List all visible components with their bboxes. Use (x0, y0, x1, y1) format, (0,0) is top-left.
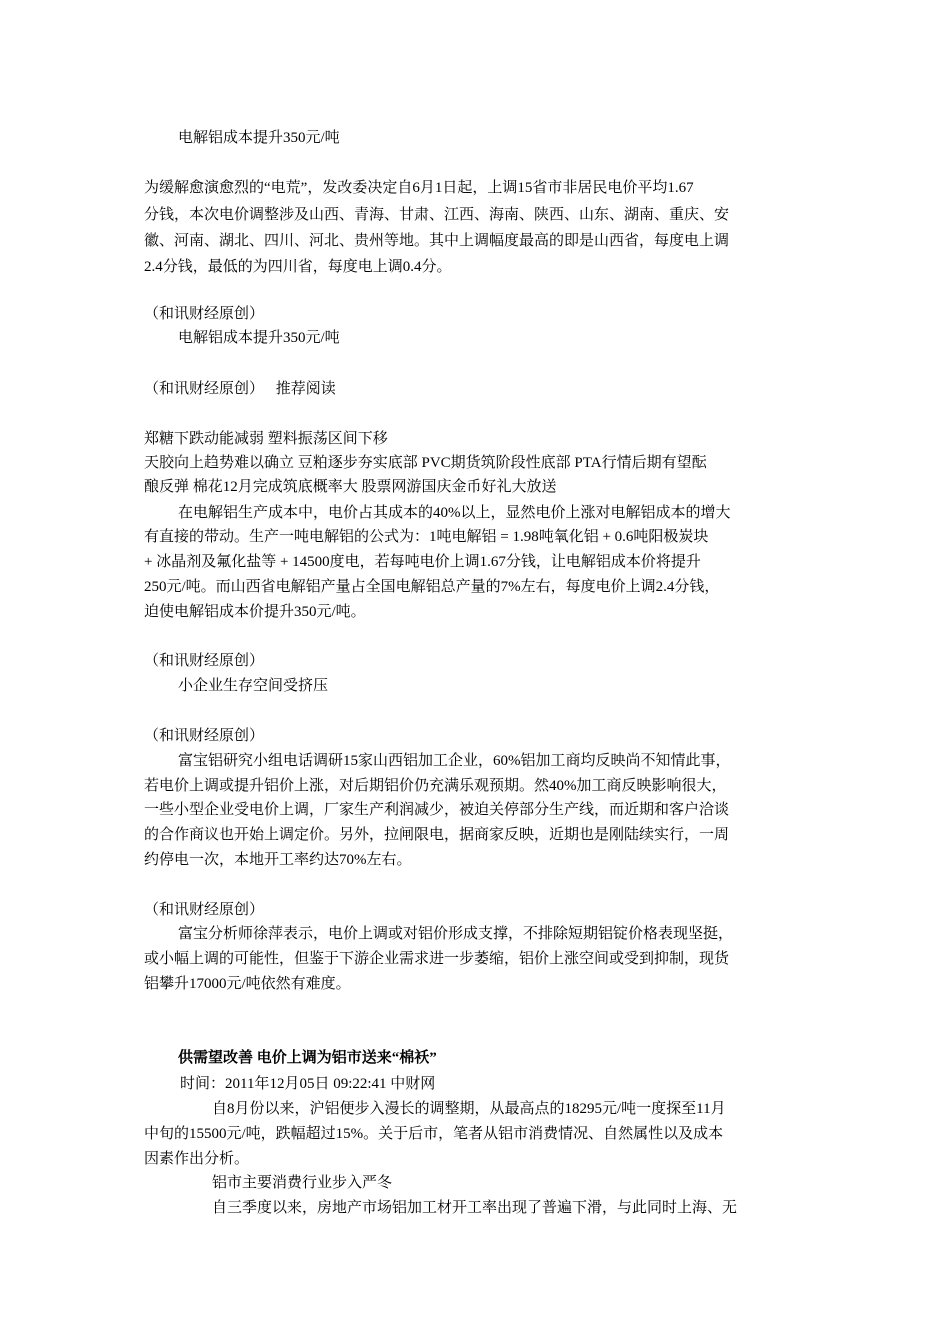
paragraph-line: 富宝分析师徐萍表示，电价上调或对铝价形成支撑，不排除短期铝锭价格表现坚挺， (178, 926, 734, 942)
recommend-link[interactable]: 酿反弹 棉花12月完成筑底概率大 股票网游国庆金币好礼大放送 (144, 479, 557, 495)
recommend-row (144, 377, 336, 401)
paragraph-line: 250元/吨。而山西省电解铝产量占全国电解铝总产量的7%左右，每度电价上调2.4分钱， (144, 579, 720, 595)
paragraph-line: + 冰晶剂及氟化盐等 + 14500度电，若每吨电价上调1.67分钱，让电解铝成本价将提升 (144, 554, 701, 570)
section-subheading: 铝市主要消费行业步入严冬 (212, 1175, 393, 1191)
paragraph-line: 中旬的15500元/吨，跌幅超过15%。关于后市，笔者从铝市消费情况、自然属性以及成本 (144, 1126, 724, 1142)
recommend-link[interactable]: 天胶向上趋势难以确立 豆粕逐步夯实底部 PVC期货筑阶段性底部 PTA行情后期有望酝 (144, 455, 707, 471)
paragraph-line: 约停电一次，本地开工率约达70%左右。 (144, 852, 412, 868)
paragraph-line: 有直接的带动。生产一吨电解铝的公式为：1吨电解铝 = 1.98吨氧化铝 + 0.6吨阳极炭块 (144, 529, 709, 545)
section-heading: 小企业生存空间受挤压 (178, 678, 329, 694)
paragraph-line: 一些小型企业受电价上调，厂家生产利润减少，被迫关停部分生产线，而近期和客户洽谈 (144, 802, 730, 818)
paragraph-line: 富宝铝研究小组电话调研15家山西铝加工企业，60%铝加工商均反映尚不知情此事， (178, 753, 731, 769)
paragraph-line: 2.4分钱，最低的为四川省，每度电上调0.4分。 (144, 259, 452, 275)
paragraph-line: 迫使电解铝成本价提升350元/吨。 (144, 604, 366, 620)
paragraph-line: 因素作出分析。 (144, 1151, 250, 1167)
section-heading: 电解铝成本提升350元/吨 (178, 130, 340, 146)
paragraph-line: 若电价上调或提升铝价上涨，对后期铝价仍充满乐观预期。然40%加工商反映影响很大， (144, 778, 727, 794)
paragraph-line: 自三季度以来，房地产市场铝加工材开工率出现了普遍下滑，与此同时上海、无 (212, 1200, 738, 1216)
source-tag: （和讯财经原创） (144, 902, 265, 918)
recommend-link[interactable]: 郑糖下跌动能减弱 塑料振荡区间下移 (144, 431, 388, 447)
paragraph-line: 铝攀升17000元/吨依然有难度。 (144, 976, 351, 992)
article-title: 供需望改善 电价上调为铝市送来“棉袄” (178, 1050, 437, 1066)
recommend-label: 推荐阅读 (275, 381, 336, 397)
paragraph-line: 自8月份以来，沪铝便步入漫长的调整期，从最高点的18295元/吨一度探至11月 (212, 1101, 726, 1117)
section-heading: 电解铝成本提升350元/吨 (178, 330, 340, 346)
article-meta: 时间：2011年12月05日 09:22:41 中财网 (180, 1076, 436, 1092)
paragraph-line: 徽、河南、湖北、四川、河北、贵州等地。其中上调幅度最高的即是山西省，每度电上调 (144, 233, 730, 249)
source-tag: （和讯财经原创） (144, 306, 265, 322)
paragraph-line: 在电解铝生产成本中，电价占其成本的40%以上，显然电价上涨对电解铝成本的增大 (178, 505, 731, 521)
source-tag: （和讯财经原创） (144, 653, 265, 669)
source-tag: （和讯财经原创） (144, 381, 265, 397)
paragraph-line: 的合作商议也开始上调定价。另外，拉闸限电，据商家反映，近期也是刚陆续实行，一周 (144, 827, 730, 843)
paragraph-line: 或小幅上调的可能性，但鉴于下游企业需求进一步萎缩，铝价上涨空间或受到抑制，现货 (144, 951, 730, 967)
paragraph-line: 为缓解愈演愈烈的“电荒”，发改委决定自6月1日起，上调15省市非居民电价平均1.67 (144, 180, 694, 196)
paragraph-line: 分钱，本次电价调整涉及山西、青海、甘肃、江西、海南、陕西、山东、湖南、重庆、安 (144, 207, 730, 223)
source-tag: （和讯财经原创） (144, 728, 265, 744)
